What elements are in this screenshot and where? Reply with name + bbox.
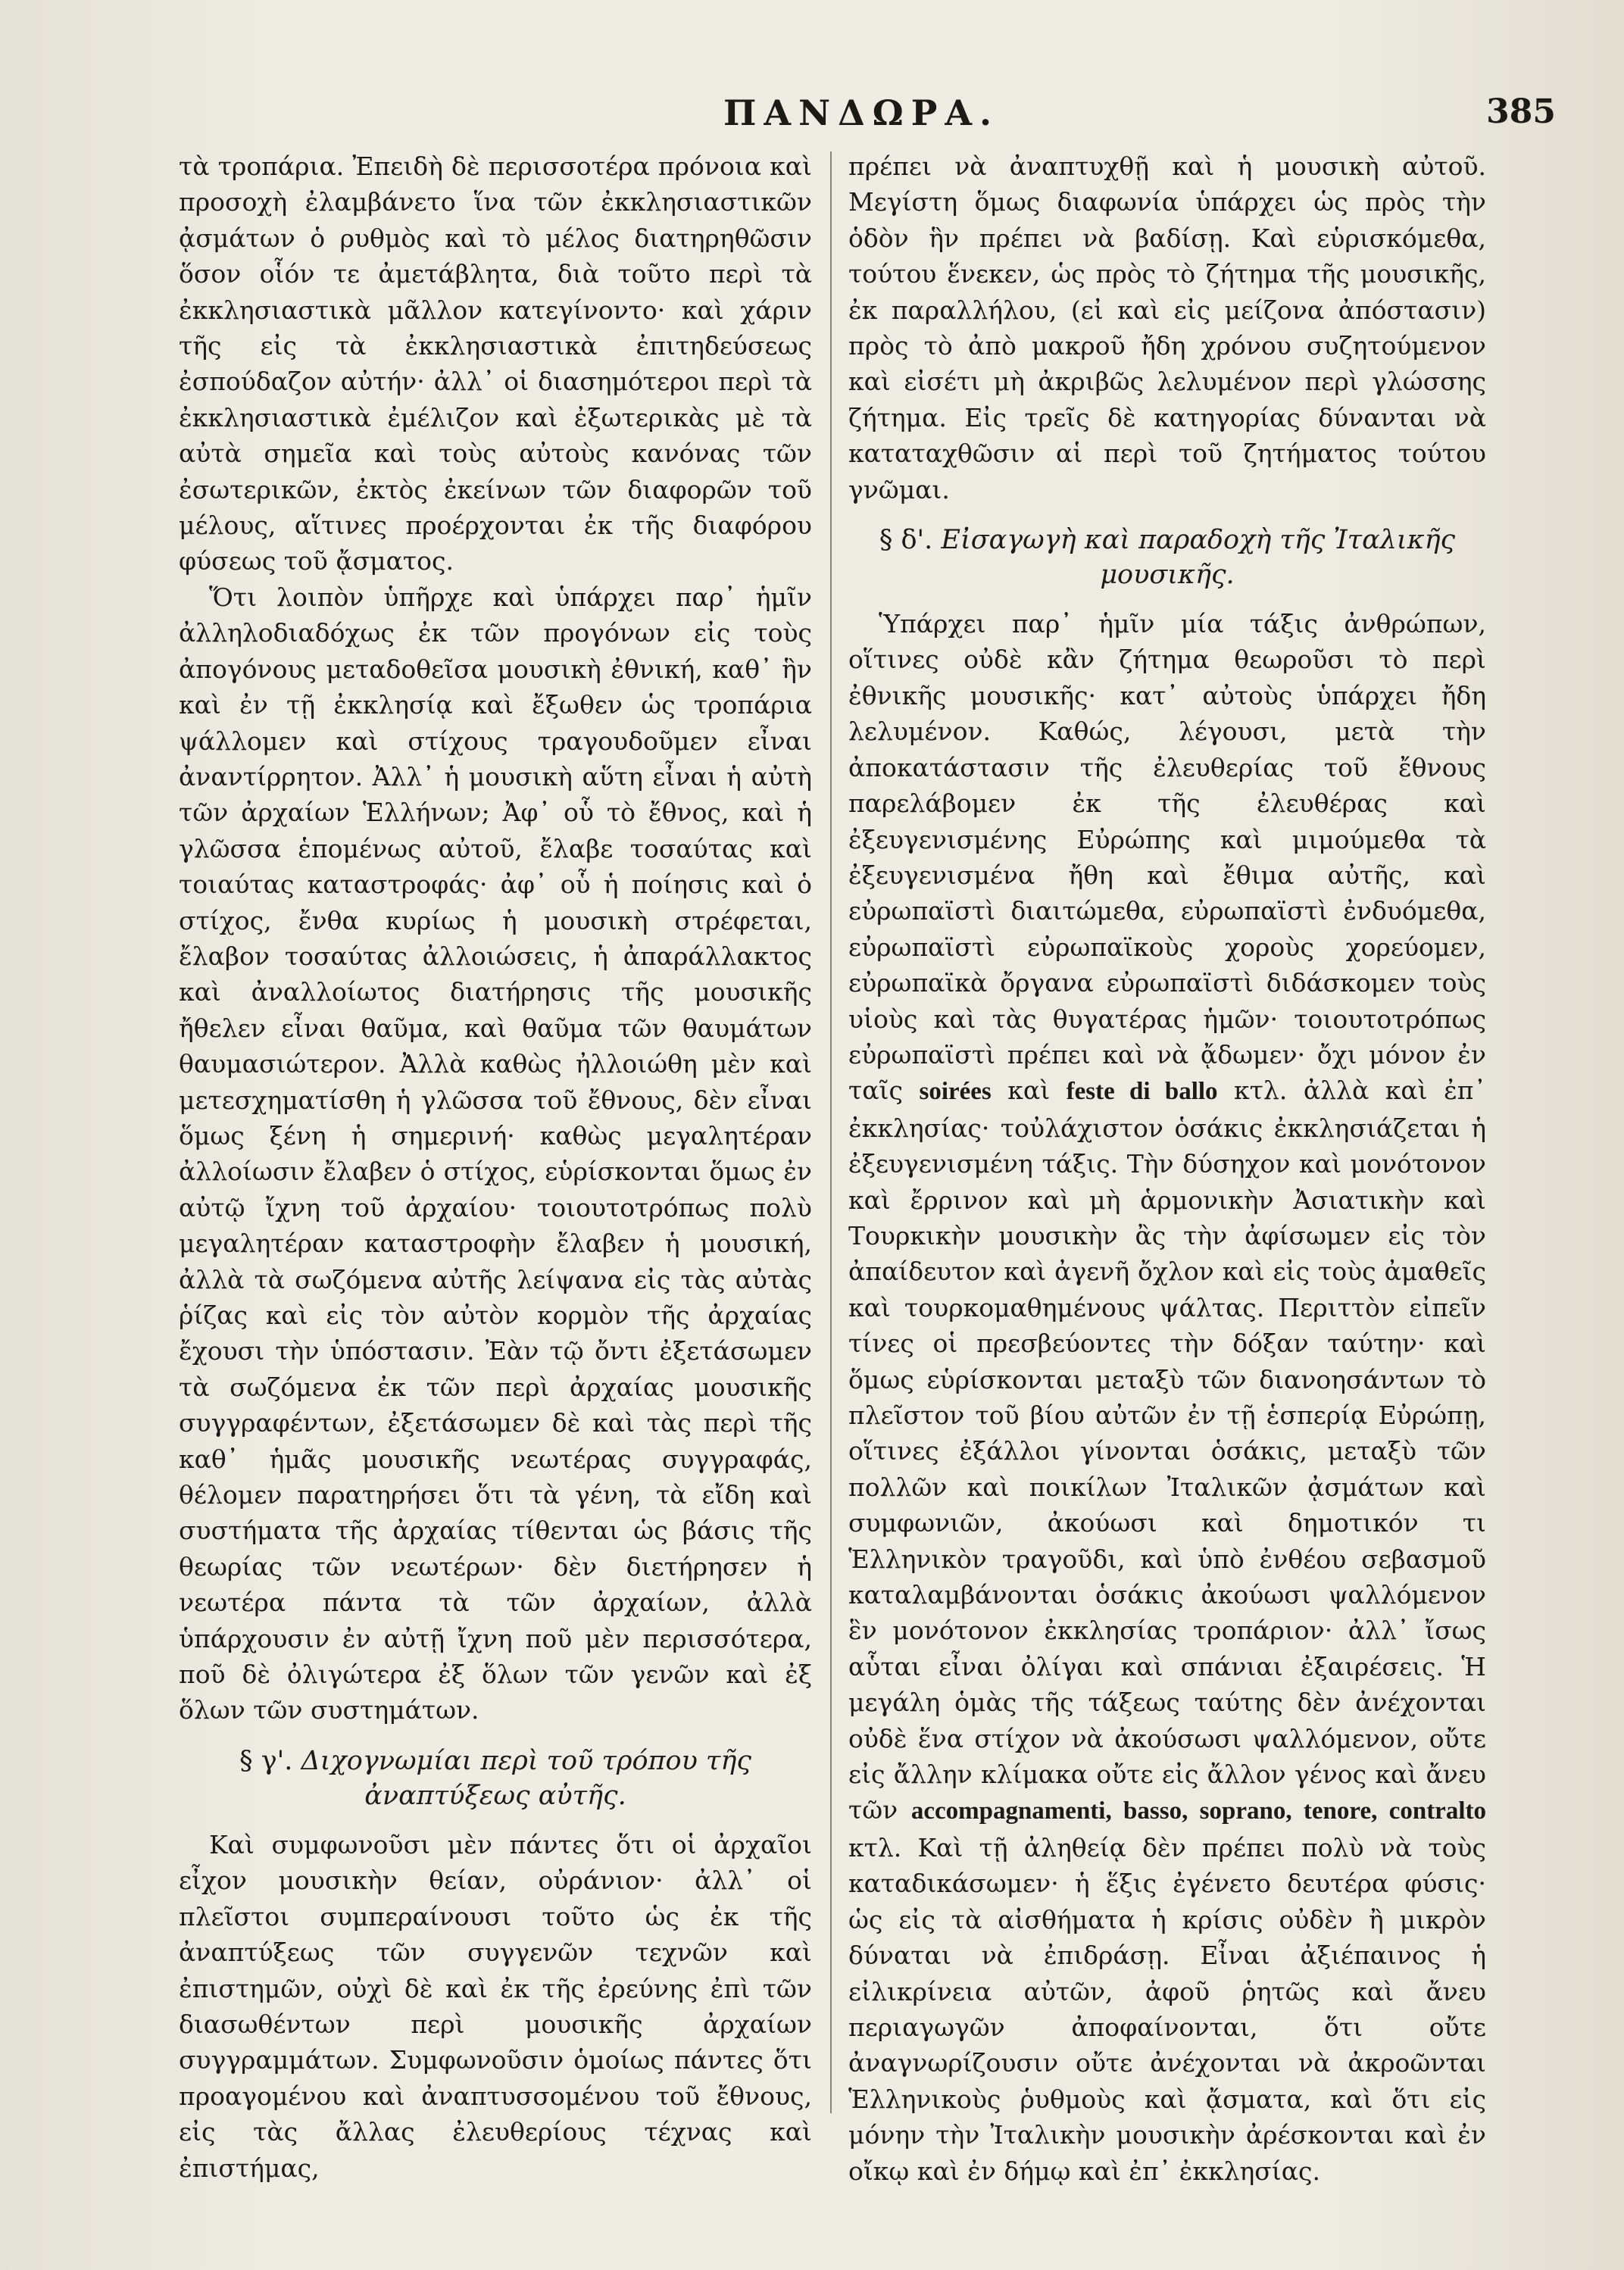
paragraph: πρέπει νὰ ἀναπτυχθῇ καὶ ἡ μουσικὴ αὐτοῦ. Μεγίστη ὅμως διαφωνία ὑπάρχει ὡς πρὸς τὴν ὁδὸν ἣν πρέπει νὰ βαδίσῃ. Καὶ εὑρισκόμεθα, τούτου ἕνεκεν, ὡς πρὸς τὸ ζήτημα τῆς μουσικῆς, ἐκ παραλλήλου, (εἰ καὶ εἰς μείζονα ἀπόστασιν) πρὸς τὸ ἀπὸ μακροῦ ἤδη χρόνου συζητούμενον καὶ εἰσέτι μὴ ἀκριβῶς λελυμένον περὶ γλώσσης ζήτημα. Εἰς τρεῖς δὲ κατηγορίας δύνανται νὰ καταταχθῶσιν αἱ περὶ τοῦ ζητήματος τούτου γνῶμαι.: [848, 151, 1486, 504]
paragraph: Ὅτι λοιπὸν ὑπῆρχε καὶ ὑπάρχει παρ᾽ ἡμῖν ἀλληλοδιαδόχως ἐκ τῶν προγόνων εἰς τοὺς ἀπογόνους μεταδοθεῖσα μουσικὴ ἐθνική, καθ᾽ ἣν καὶ ἐν τῇ ἐκκλησίᾳ καὶ ἔξωθεν ὡς τροπάρια ψάλλομεν καὶ στίχους τραγουδοῦμεν εἶναι ἀναντίρρητον. Ἀλλ᾽ ἡ μουσικὴ αὕτη εἶναι ἡ αὐτὴ τῶν ἀρχαίων Ἑλλήνων; Ἀφ᾽ οὗ τὸ ἔθνος, καὶ ἡ γλῶσσα ἑπομένως αὐτοῦ, ἔλαβε τοσαύτας καὶ τοιαύτας καταστροφάς· ἀφ᾽ οὗ ἡ ποίησις καὶ ὁ στίχος, ἔνθα κυρίως ἡ μουσικὴ στρέφεται, ἔλαβον τοσαύτας ἀλλοιώσεις, ἡ ἀπαράλλακτος καὶ ἀναλλοίωτος διατήρησις τῆς μουσικῆς ἤθελεν εἶναι θαῦμα, καὶ θαῦμα τῶν θαυμάτων θαυμασιώτερον. Ἀλλὰ καθὼς ἠλλοιώθη μὲν καὶ μετεσχηματίσθη ἡ γλῶσσα τοῦ ἔθνους, δὲν εἶναι ὅμως ξένη ἡ σημερινή· καθὼς μεγαλητέραν ἀλλοίωσιν ἔλαβεν ὁ στίχος, εὑρίσκονται ὅμως ἐν αὐτῷ ἴχνη τοῦ ἀρχαίου· τοιουτοτρόπως πολὺ μεγαλητέραν καταστροφὴν ἔλαβεν ἡ μουσική, ἀλλὰ τὰ σωζόμενα αὐτῆς λείψανα εἰς τὰς αὐτὰς ῥίζας καὶ εἰς τὸν αὐτὸν κορμὸν τῆς ἀρχαίας ἔχουσι τὴν ὑπόστασιν. Ἐὰν τῷ ὄντι ἐξετάσωμεν τὰ σωζόμενα ἐκ τῶν περὶ ἀρχαίας μουσικῆς συγγραφέντων, ἐξετάσωμεν δὲ καὶ τὰς περὶ τῆς καθ᾽ ἡμᾶς μουσικῆς νεωτέρας συγγραφάς, θέλομεν παρατηρήσει ὅτι τὰ γένη, τὰ εἴδη καὶ συστήματα τῆς ἀρχαίας τίθενται ὡς βάσις τῆς θεωρίας τῶν νεωτέρων· δὲν διετήρησεν ἡ νεωτέρα πάντα τὰ τῶν ἀρχαίων, ἀλλὰ ὑπάρχουσιν ἐν αὐτῇ ἴχνη ποῦ μὲν περισσότερα, ποῦ δὲ ὀλιγώτερα ἐξ ὅλων τῶν γενῶν καὶ ἐξ ὅλων τῶν συστημάτων.: [179, 582, 812, 1725]
paragraph-text: καὶ: [1007, 1076, 1051, 1106]
paragraph: Καὶ συμφωνοῦσι μὲν πάντες ὅτι οἱ ἀρχαῖοι εἶχον μουσικὴν θείαν, οὐράνιον· ἀλλ᾽ οἱ πλεῖστοι συμπεραίνουσι τοῦτο ὡς ἐκ τῆς ἀναπτύξεως τῶν συγγενῶν τεχνῶν καὶ ἐπιστημῶν, οὐχὶ δὲ καὶ ἐκ τῆς ἐρεύνης ἐπὶ τῶν διασωθέντων περὶ μουσικῆς ἀρχαίων συγγραμμάτων. Συμφωνοῦσιν ὁμοίως πάντες ὅτι προαγομένου καὶ ἀναπτυσσομένου τοῦ ἔθνους, εἰς τὰς ἄλλας ἐλευθερίους τέχνας καὶ ἐπιστήμας,: [179, 1829, 812, 2183]
right-column: [848, 148, 1486, 2189]
paragraph-text: κτλ. ἀλλὰ καὶ ἐπ᾽ ἐκκλησίας· τοὐλάχιστον ὁσάκις ἐκκλησιάζεται ἡ ἐξευγενισμένη τάξις. Τὴν δύσηχον καὶ μονότονον καὶ ἔρρινον καὶ μὴ ἁρμονικὴν Ἀσιατικὴν καὶ Τουρκικὴν μουσικὴν ἂς τὴν ἀφίσωμεν εἰς τὸν ἀπαίδευτον καὶ ἀγενῆ ὄχλον καὶ εἰς τοὺς ἀμαθεῖς καὶ τουρκομαθημένους ψάλτας. Περιττὸν εἰπεῖν τίνες οἱ πρεσβεύοντες τὴν δόξαν ταύτην· καὶ ὅμως εὑρίσκονται μεταξὺ τῶν διανοησάντων τὸ πλεῖστον τοῦ βίου αὐτῶν ἐν τῇ ἑσπερίᾳ Εὐρώπῃ, οἵτινες ἐξάλλοι γίνονται ὁσάκις, μεταξὺ τῶν πολλῶν καὶ ποικίλων Ἰταλικῶν ᾀσμάτων καὶ συμφωνιῶν, ἀκούωσι καὶ δημοτικόν τι Ἑλληνικὸν τραγοῦδι, καὶ ὑπὸ ἐνθέου σεβασμοῦ καταλαμβάνονται ὁσάκις ἀκούωσι ψαλλόμενον ἓν μονότονον ἐκκλησίας τροπάριον· ἀλλ᾽ ἴσως αὗται εἶναι ὀλίγαι καὶ σπάνιαι ἐξαιρέσεις. Ἡ μεγάλη ὁμὰς τῆς τάξεως ταύτης δὲν ἀνέχονται οὐδὲ ἕνα στίχον νὰ ἀκούσωσι ψαλλόμενον, οὔτε εἰς ἄλλην κλίμακα οὔτε εἰς ἄλλον γένος καὶ ἄνευ τῶν: [848, 1076, 1486, 1825]
paragraph: τὰ τροπάρια. Ἐπειδὴ δὲ περισσοτέρα πρόνοια καὶ προσοχὴ ἐλαμβάνετο ἵνα τῶν ἐκκλησιαστικῶν ᾀσμάτων ὁ ρυθμὸς καὶ τὸ μέλος διατηρηθῶσιν ὅσον οἷόν τε ἀμετάβλητα, διὰ τοῦτο περὶ τὰ ἐκκλησιαστικὰ μᾶλλον κατεγίνοντο· καὶ χάριν τῆς εἰς τὰ ἐκκλησιαστικὰ ἐπιτηδεύσεως ἐσπούδαζον αὐτήν· ἀλλ᾽ οἱ διασημότεροι περὶ τὰ ἐκκλησιαστικὰ ἐμέλιζον καὶ ἐξωτερικὰς μὲ τὰ αὐτὰ σημεῖα καὶ τοὺς αὐτοὺς κανόνας τῶν ἐσωτερικῶν, ἐκτὸς ἐκείνων τῶν διαφορῶν τοῦ μέλους, αἵτινες προέρχονται ἐκ τῆς διαφόρου φύσεως τοῦ ᾄσματος.: [179, 151, 812, 576]
journal-title: ΠΑΝΔΩΡΑ.: [723, 92, 1000, 133]
paragraph-text: κτλ. Καὶ τῇ ἀληθείᾳ δὲν πρέπει πολὺ νὰ τοὺς καταδικάσωμεν· ἡ ἕξις ἐγένετο δευτέρα φύσις· ὡς εἰς τὰ αἰσθήματα ἡ κρίσις οὐδὲν ἢ μικρὸν δύναται νὰ ἐπιδράσῃ. Εἶναι ἀξιέπαινος ἡ εἰλικρίνεια αὐτῶν, ἀφοῦ ῥητῶς καὶ ἄνευ περιαγωγῶν ἀποφαίνονται, ὅτι οὔτε ἀναγνωρίζουσιν οὔτε ἀνέχονται νὰ ἀκροῶνται Ἑλληνικοὺς ῥυθμοὺς καὶ ᾄσματα, καὶ ὅτι εἰς μόνην τὴν Ἰταλικὴν μουσικὴν ἀρέσκονται καὶ ἐν οἴκῳ καὶ ἐν δήμῳ καὶ ἐπ᾽ ἐκκλησίας.: [848, 1832, 1486, 2186]
column-divider: [830, 151, 832, 2113]
latin-term-soirees: soirées: [919, 1078, 992, 1106]
section-mark: § γ'.: [239, 1745, 293, 1776]
section-heading-delta: [848, 523, 1486, 592]
page-number: 385: [1486, 92, 1556, 131]
latin-term-accompagnamenti: accompagnamenti, basso, soprano, tenore, contralto: [910, 1797, 1486, 1825]
section-heading-gamma: [179, 1744, 812, 1813]
page-header: [159, 92, 1563, 145]
latin-term-feste: feste di ballo: [1066, 1078, 1218, 1106]
paragraph-text: Ὑπάρχει παρ᾽ ἡμῖν μία τάξις ἀνθρώπων, οἵτινες οὐδὲ κἂν ζήτημα θεωροῦσι τὸ περὶ ἐθνικῆς μουσικῆς· κατ᾽ αὐτοὺς ὑπάρχει ἤδη λελυμένον. Καθώς, λέγουσι, μετὰ τὴν ἀποκατάστασιν τῆς ἐλευθερίας τοῦ ἔθνους παρελάβομεν ἐκ τῆς ἐλευθέρας καὶ ἐξευγενισμένης Εὐρώπης καὶ μιμούμεθα τὰ ἐξευγενισμένα ἤθη καὶ ἔθιμα αὐτῆς, καὶ εὐρωπαϊστὶ διαιτώμεθα, εὐρωπαϊστὶ ἐνδυόμεθα, εὐρωπαϊστὶ εὐρωπαϊκοὺς χοροὺς χορεύομεν, εὐρωπαϊκὰ ὄργανα εὐρωπαϊστὶ διδάσκομεν τοὺς υἱοὺς καὶ τὰς θυγατέρας ἡμῶν· τοιουτοτρόπως εὐρωπαϊστὶ πρέπει καὶ νὰ ᾄδωμεν· ὄχι μόνον ἐν ταῖς: [848, 609, 1486, 1106]
section-heading-text: Εἰσαγωγὴ καὶ παραδοχὴ τῆς Ἰταλικῆς μουσικῆς.: [941, 525, 1456, 591]
left-column: [179, 148, 812, 2186]
section-mark: § δ'.: [879, 525, 933, 556]
paragraph: [848, 606, 1486, 2189]
section-heading-text: Διχογνωμίαι περὶ τοῦ τρόπου τῆς ἀναπτύξεως αὐτῆς.: [301, 1745, 751, 1811]
